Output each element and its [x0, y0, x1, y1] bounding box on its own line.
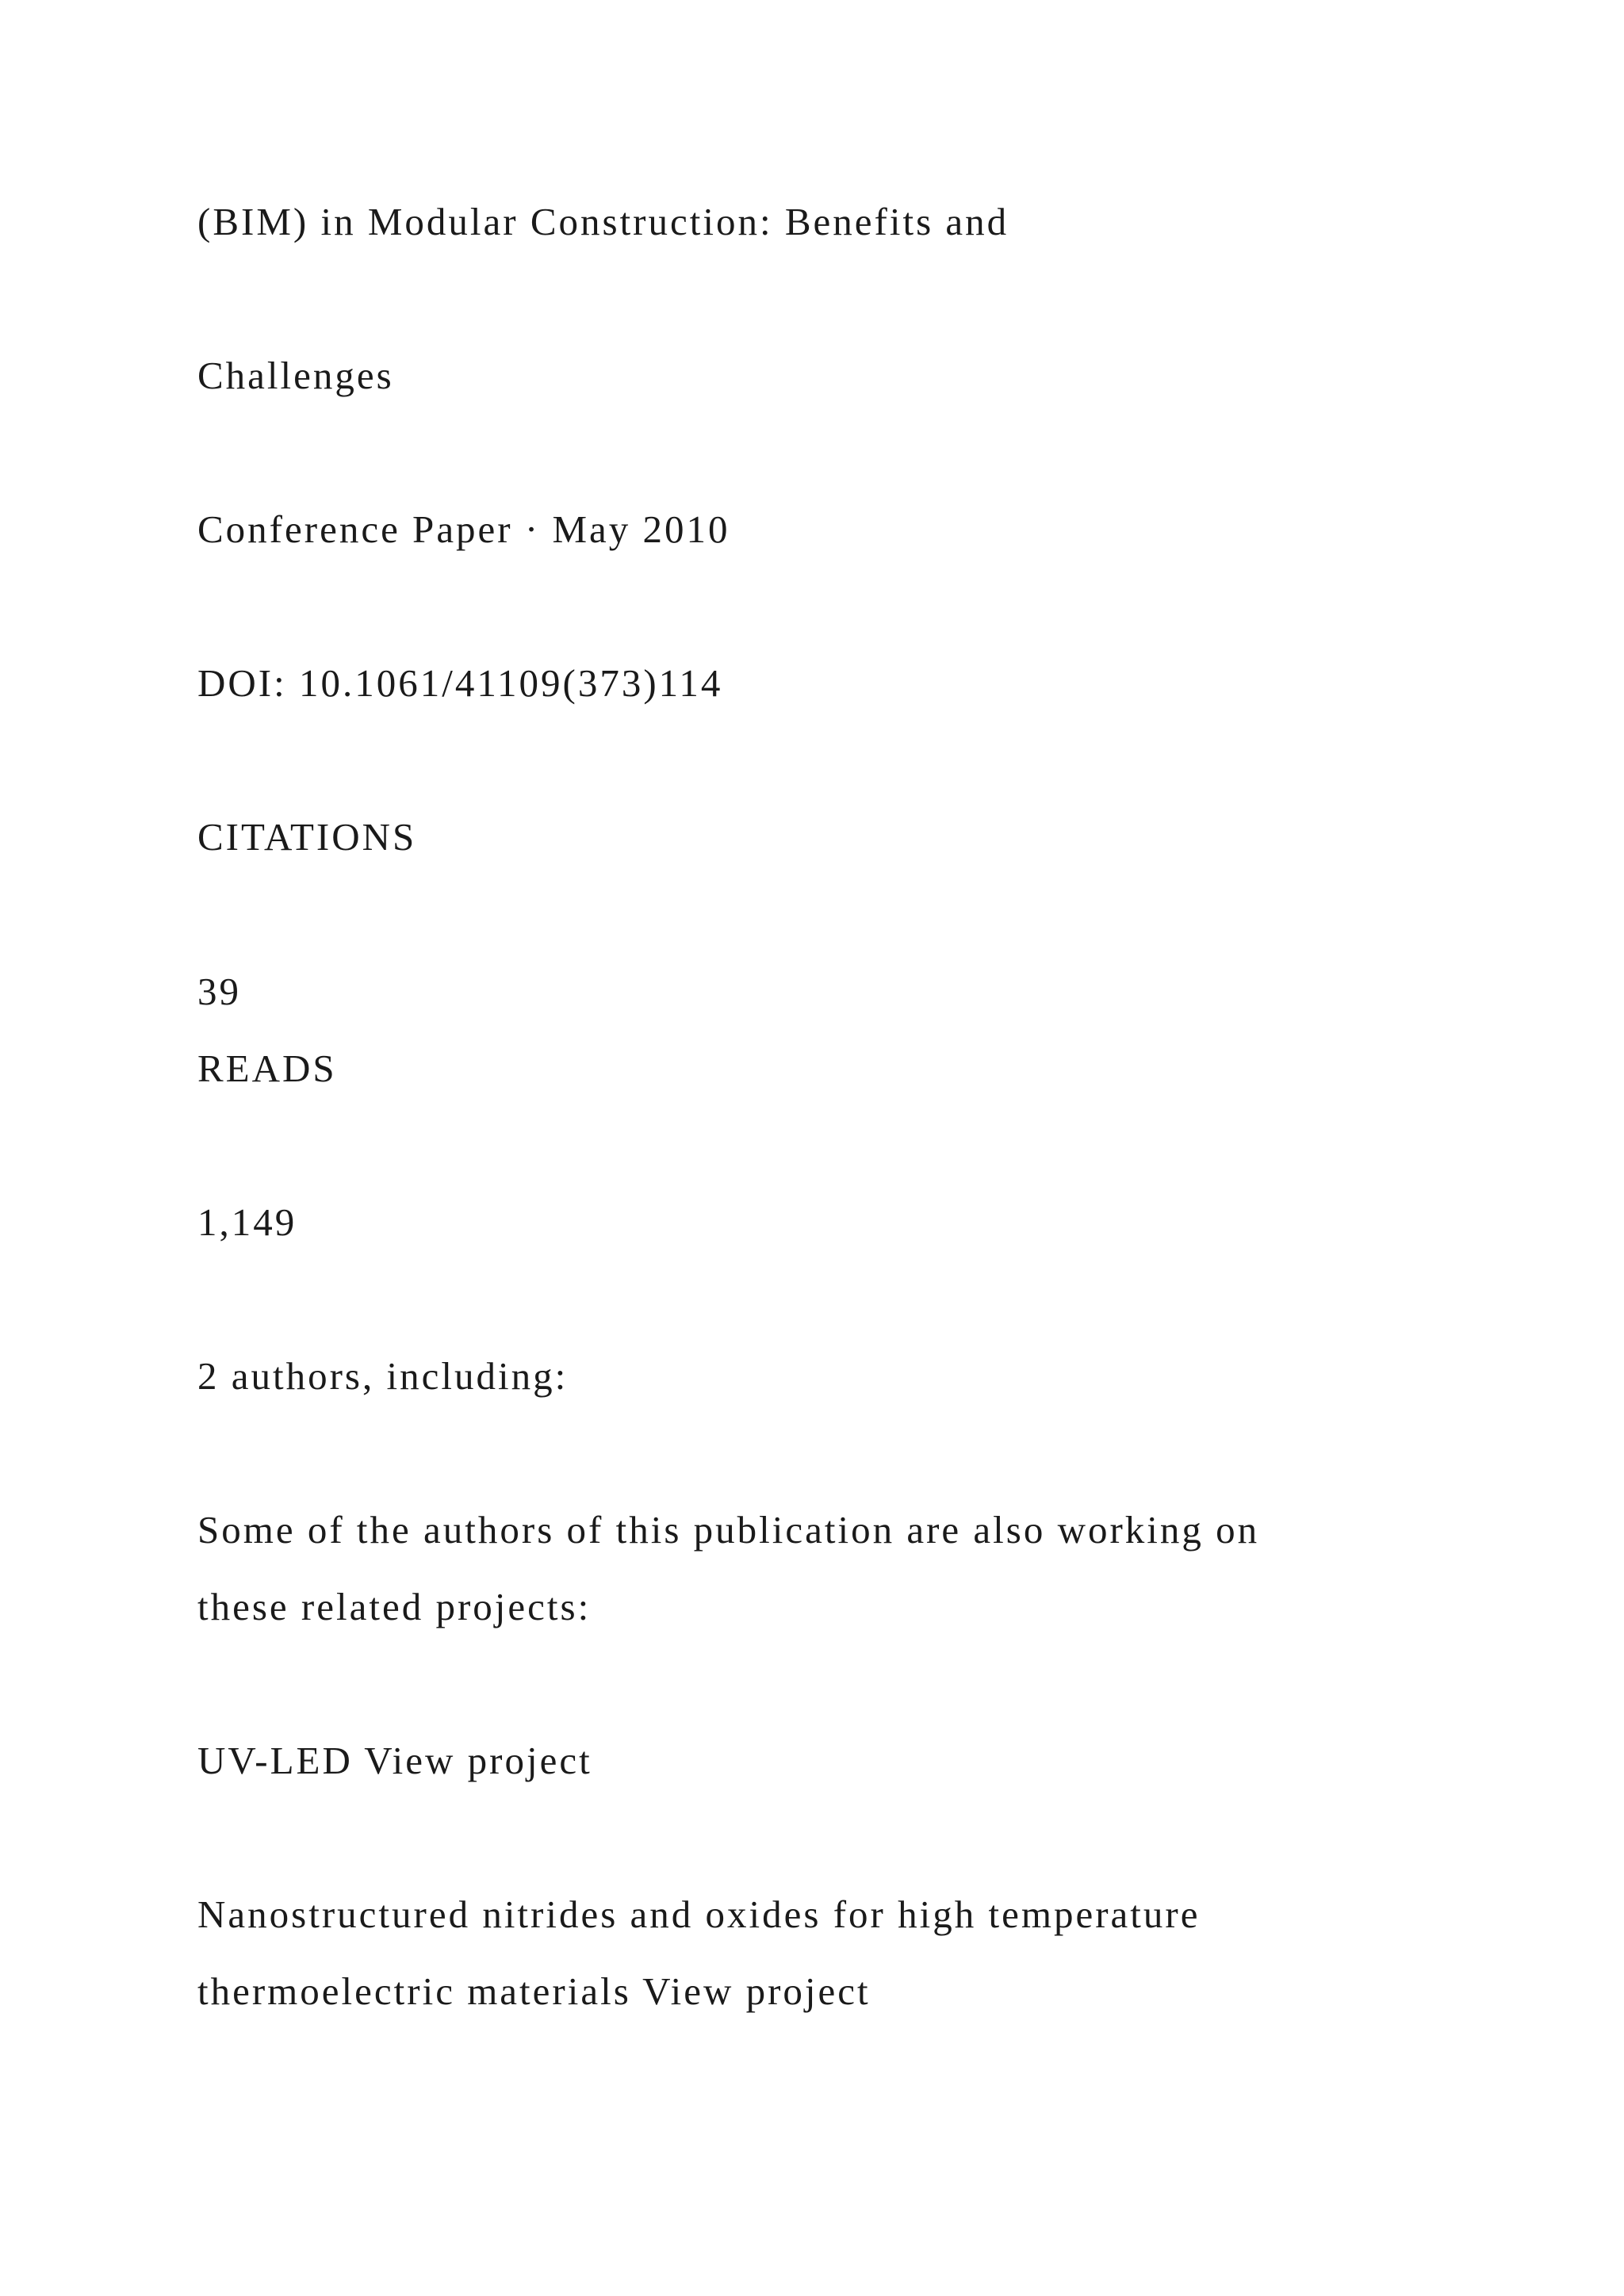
project-1-link[interactable]: UV-LED View project — [197, 1739, 592, 1782]
project-2-line-2[interactable]: thermoelectric materials View project — [197, 1969, 871, 2013]
citations-value: 39 — [197, 970, 241, 1013]
related-projects-intro-line-2: these related projects: — [197, 1585, 592, 1628]
project-2-line-1[interactable]: Nanostructured nitrides and oxides for high temperature — [197, 1892, 1201, 1936]
doi: DOI: 10.1061/41109(373)114 — [197, 661, 723, 705]
reads-value: 1,149 — [197, 1200, 297, 1244]
citations-label: CITATIONS — [197, 815, 417, 859]
title-line-1: (BIM) in Modular Construction: Benefits and — [197, 200, 1009, 243]
title-line-2: Challenges — [197, 354, 394, 397]
authors-summary: 2 authors, including: — [197, 1354, 569, 1398]
reads-label: READS — [197, 1047, 337, 1090]
related-projects-intro-line-1: Some of the authors of this publication are also working on — [197, 1508, 1260, 1552]
publication-info: Conference Paper · May 2010 — [197, 507, 730, 551]
